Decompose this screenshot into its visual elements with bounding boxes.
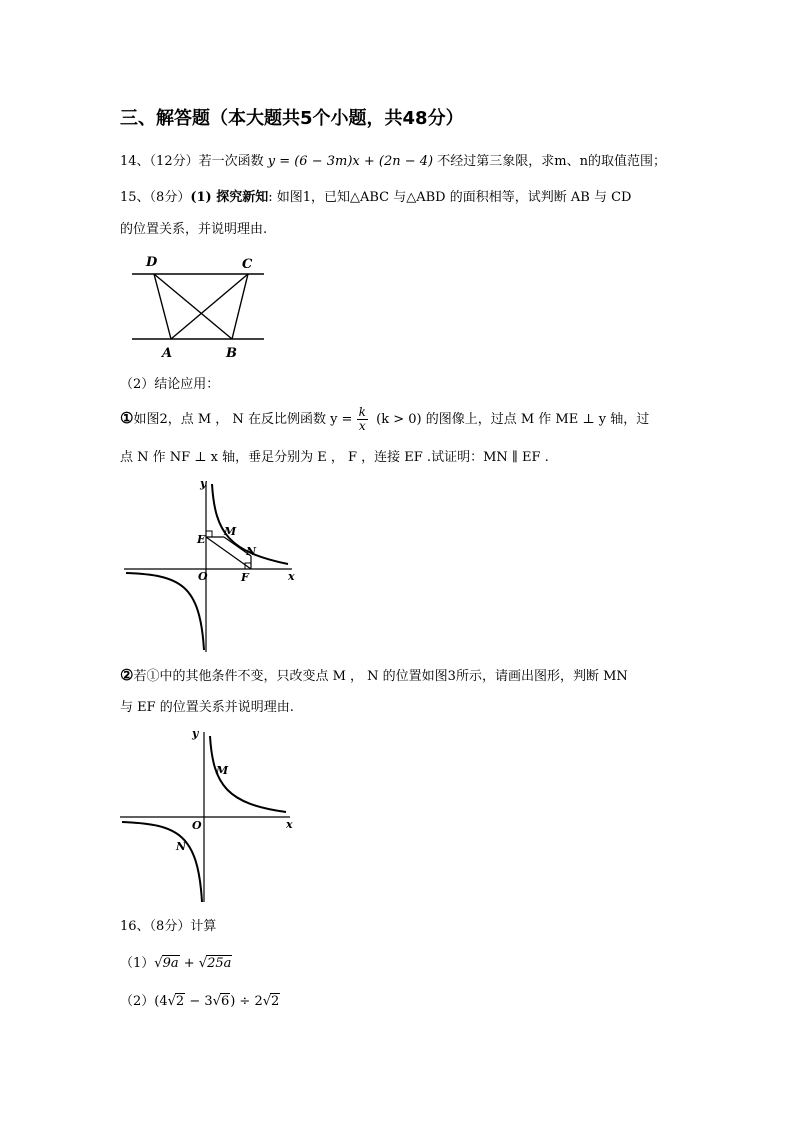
q15-sub2-text: 若①中的其他条件不变，只改变点 M ， N 的位置如图3所示，请画出图形，判断 MN (133, 669, 628, 684)
fig1-segment-cb (232, 274, 248, 339)
fig2-hyperbola-branch-2 (126, 573, 204, 650)
fraction-k-over-x (357, 406, 368, 433)
fig1-segment-ca (171, 274, 248, 339)
fig2-right-angle-e (206, 531, 212, 537)
fig3-label-n: N (176, 840, 187, 853)
fig2-label-x: x (288, 570, 295, 583)
q16-radicand-2b: 2 (271, 994, 280, 1009)
q16-open: (4 (154, 994, 168, 1009)
question-15-line1 (120, 186, 631, 205)
fig2-label-y: y (200, 477, 207, 490)
q14-suffix: 不经过第三象限，求m、n的取值范围； (437, 154, 666, 169)
fig2-label-n: N (246, 545, 257, 558)
circled-one-marker: ① (120, 409, 134, 427)
q15-part2-heading: （2）结论应用： (120, 377, 220, 392)
fig1-segment-db (154, 274, 232, 339)
q15-sub2-line1 (120, 665, 628, 684)
fig2-label-m: M (224, 525, 237, 538)
section-title: 三、解答题（本大题共5个小题，共48分） (120, 108, 464, 129)
fig1-label-c: C (242, 257, 253, 272)
fig2-label-f: F (241, 571, 249, 584)
q15-sub1-line1 (120, 406, 649, 433)
figure-3 (118, 724, 303, 904)
fig2-segment-ef (206, 537, 251, 569)
q15-explore-heading: (1) 探究新知 (190, 190, 269, 205)
q16-radicand-9a: 9a (162, 956, 179, 971)
fig2-label-o: O (198, 570, 208, 583)
fig1-segment-da (154, 274, 171, 339)
circled-two-marker: ② (120, 666, 134, 684)
fig2-label-e: E (197, 533, 206, 546)
q15-sub1-suffix: (k > 0) 的图像上，过点 M 作 ME ⊥ y 轴，过 (376, 412, 650, 427)
q14-prefix: 14、（12分）若一次函数 (120, 154, 264, 169)
fig1-label-a: A (162, 346, 173, 361)
q16-part1-label: （1） (120, 956, 155, 971)
fraction-numerator: k (358, 405, 366, 419)
fig3-label-x: x (286, 818, 293, 831)
q16-part2-label: （2） (120, 994, 155, 1009)
fig3-label-o: O (192, 819, 202, 832)
q16-radicand-25a: 25a (207, 956, 232, 971)
fraction-denominator: x (358, 419, 366, 433)
fig1-label-d: D (146, 255, 158, 270)
question-15-line2: 的位置关系，并说明理由. (120, 222, 268, 237)
question-14 (120, 150, 666, 169)
fig3-label-y: y (192, 727, 199, 740)
q15-sub1-prefix: 如图2，点 M ， N 在反比例函数 y = (133, 412, 353, 427)
q15-sub1-line2: 点 N 作 NF ⊥ x 轴，垂足分别为 E ， F ，连接 EF .试证明：MN ∥ EF . (120, 450, 549, 465)
q16-plus: + (179, 956, 199, 971)
q16-radicand-6: 6 (220, 994, 230, 1009)
q15-prefix: 15、（8分） (120, 190, 191, 205)
fig1-label-b: B (226, 346, 237, 361)
q15-sub2-line2: 与 EF 的位置关系并说明理由. (120, 700, 294, 715)
q16-radicand-2: 2 (175, 994, 185, 1009)
figure-1 (124, 250, 269, 362)
q14-formula: y = (6 − 3m)x + (2n − 4) (267, 154, 434, 169)
fig3-label-m: M (216, 764, 229, 777)
q16-part2: （2）(4√2 − 3√6) ÷ 2√2 (120, 994, 280, 1009)
question-16-heading: 16、（8分）计算 (120, 919, 217, 934)
fig3-hyperbola-branch-2 (122, 822, 202, 902)
q16-minus: − 3 (185, 994, 213, 1009)
q15-line1-text: : 如图1，已知△ABC 与△ABD 的面积相等，试判断 AB 与 CD (268, 190, 632, 205)
q16-close: ) ÷ 2 (230, 994, 263, 1009)
figure-2 (120, 474, 305, 654)
q16-part1: （1）√9a + √25a (120, 956, 232, 971)
